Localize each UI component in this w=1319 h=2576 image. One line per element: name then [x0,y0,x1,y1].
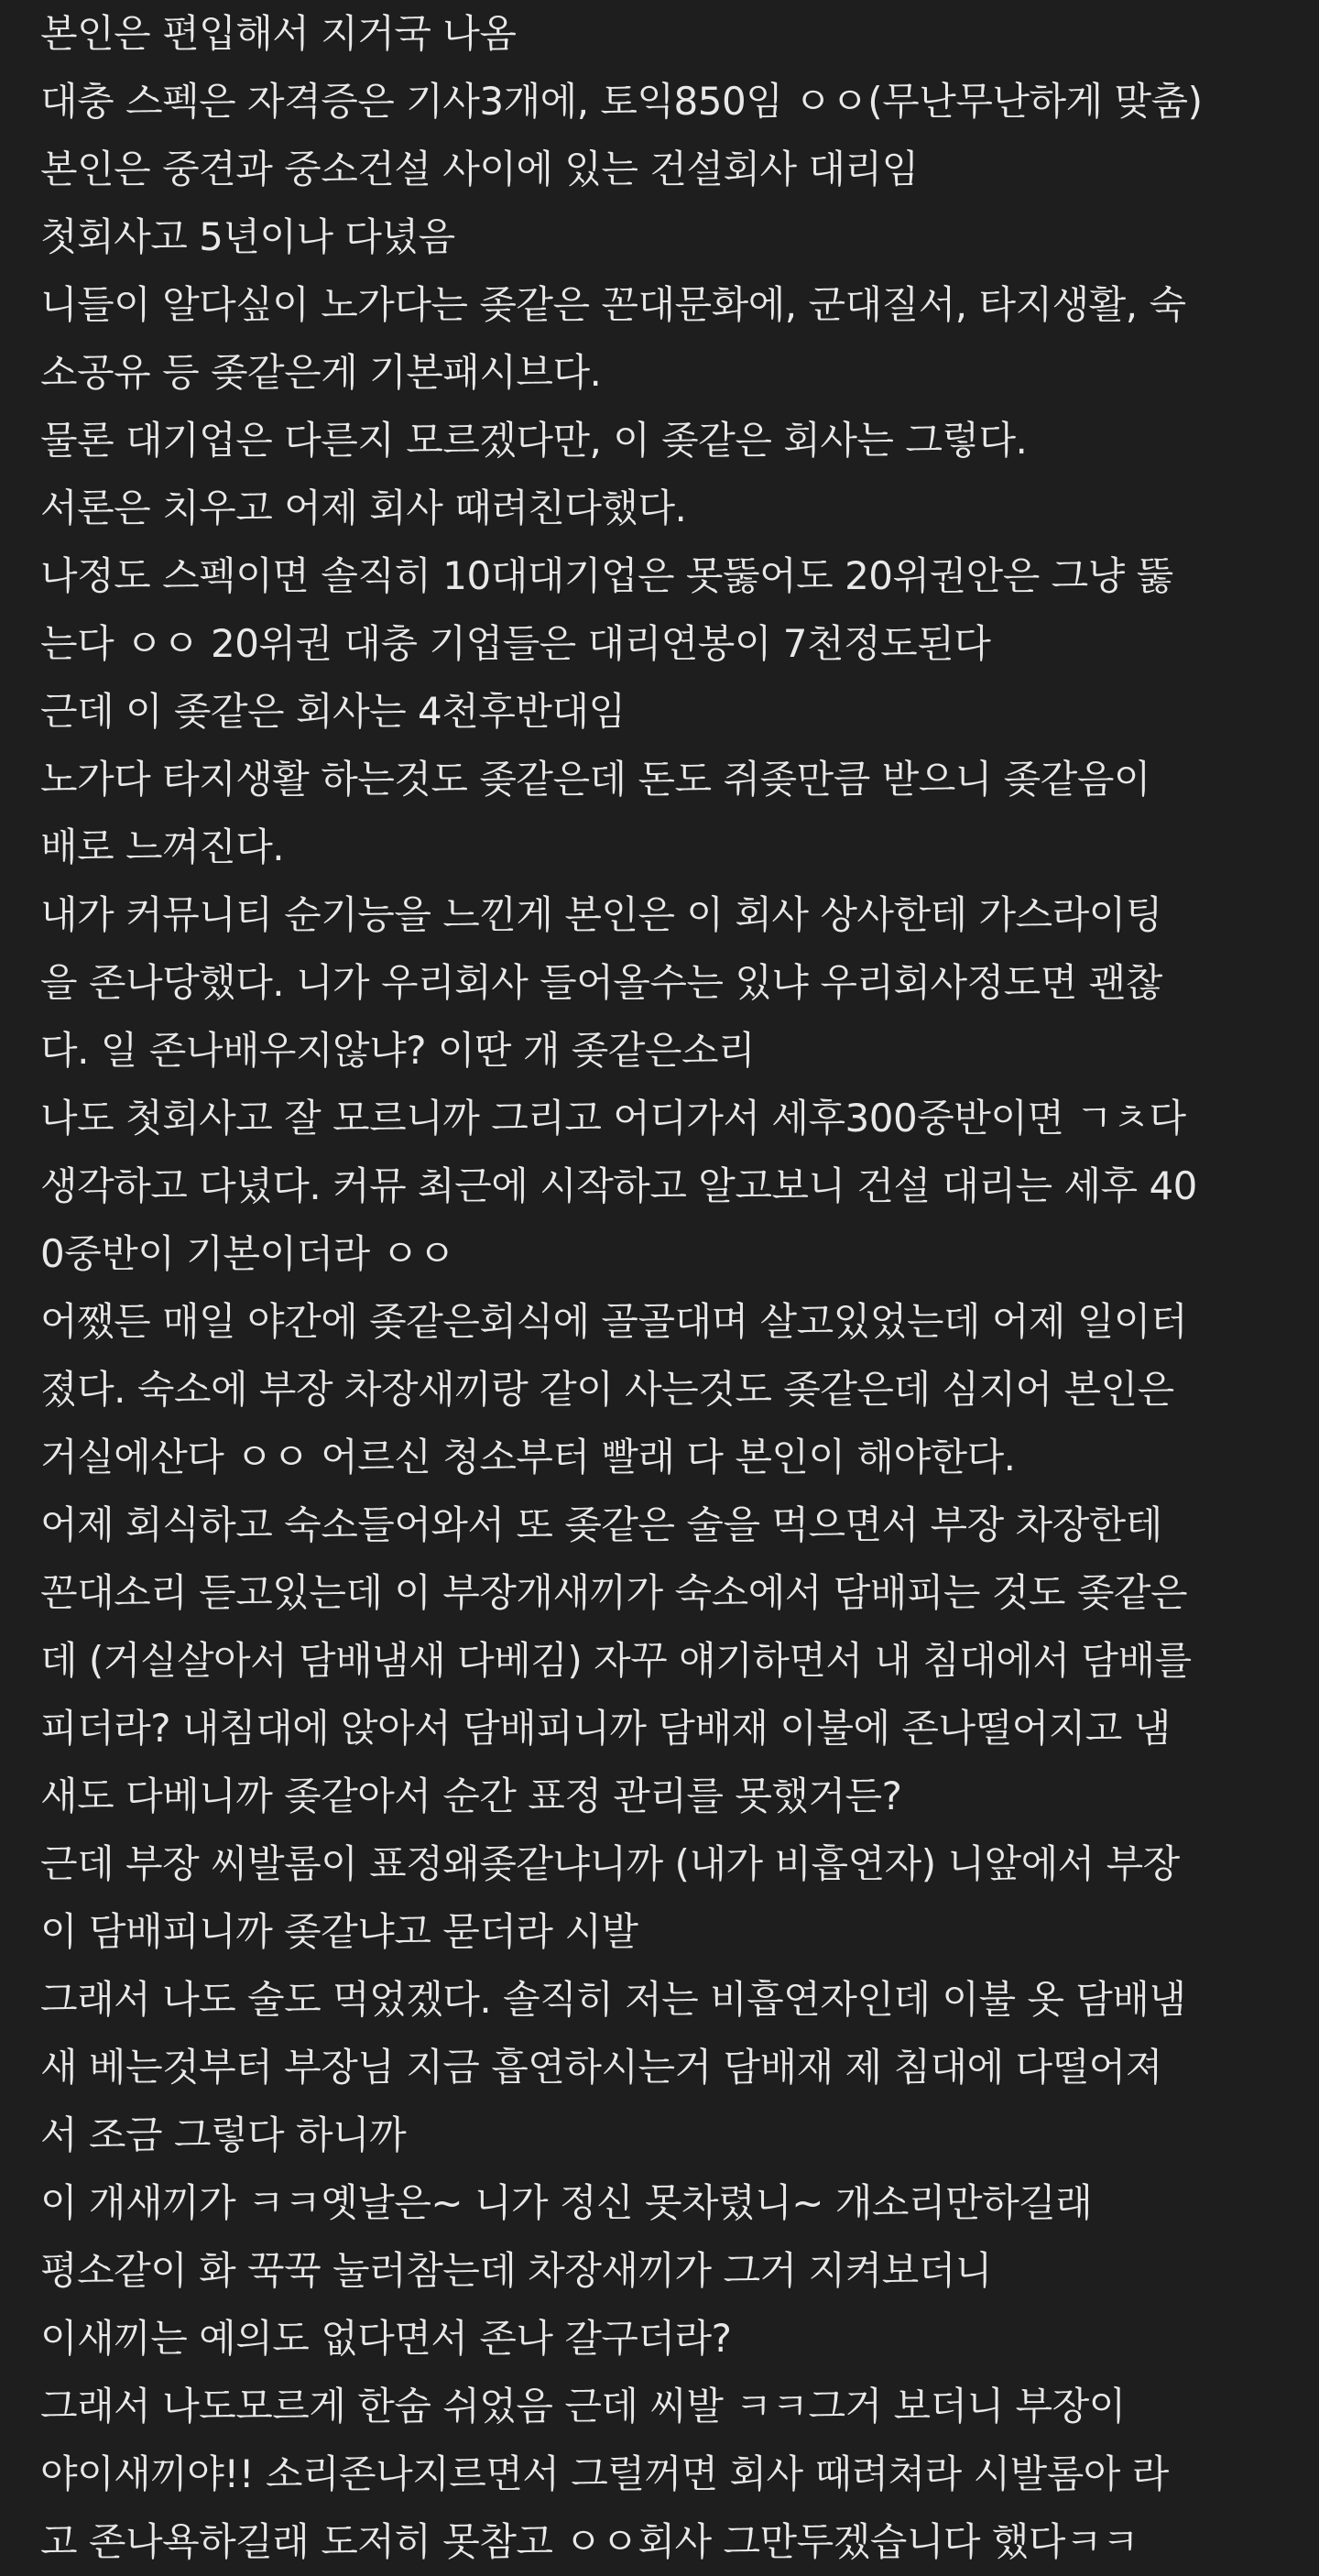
post-line: 어제 회식하고 숙소들어와서 또 좆같은 술을 먹으면서 부장 차장한테 [40,1502,1162,1547]
post-line: 꼰대소리 듣고있는데 이 부장개새끼가 숙소에서 담배피는 것도 좆같은 [40,1570,1188,1615]
post-line: 노가다 타지생활 하는것도 좆같은데 돈도 쥐좆만큼 받으니 좆같음이 [40,757,1150,802]
post-line: 졌다. 숙소에 부장 차장새끼랑 같이 사는것도 좆같은데 심지어 본인은 [40,1367,1174,1412]
post-line: 배로 느껴진다. [40,824,285,869]
post-line: 거실에산다 ㅇㅇ 어르신 청소부터 빨래 다 본인이 해야한다. [40,1435,1016,1479]
post-line: 다. 일 존나배우지않냐? 이딴 개 좆같은소리 [40,1028,756,1073]
post-line: 니들이 알다싶이 노가다는 좆같은 꼰대문화에, 군대질서, 타지생활, 숙 [40,282,1186,327]
post-line: 대충 스펙은 자격증은 기사3개에, 토익850임 ㅇㅇ(무난무난하게 맞춤) [40,79,1203,124]
post-line: 데 (거실살아서 담배냄새 다베김) 자꾸 얘기하면서 내 침대에서 담배를 [40,1638,1192,1683]
post-line: 을 존나당했다. 니가 우리회사 들어올수는 있냐 우리회사정도면 괜찮 [40,960,1162,1005]
post-line: 새도 다베니까 좆같아서 순간 표정 관리를 못했거든? [40,1774,902,1818]
post-line: 0중반이 기본이더라 ㅇㅇ [40,1231,455,1276]
post-line: 내가 커뮤니티 순기능을 느낀게 본인은 이 회사 상사한테 가스라이팅 [40,892,1162,937]
post-line: 평소같이 화 꾹꾹 눌러참는데 차장새끼가 그거 지켜보더니 [40,2248,992,2293]
post-line: 이 개새끼가 ㅋㅋ옛날은~ 니가 정신 못차렸니~ 개소리만하길래 [40,2180,1093,2225]
post-line: 그래서 나도모르게 한숨 쉬었음 근데 씨발 ㅋㅋ그거 보더니 부장이 [40,2384,1126,2429]
post-line: 나도 첫회사고 잘 모르니까 그리고 어디가서 세후300중반이면 ㄱㅊ다 [40,1096,1186,1141]
post-line: 생각하고 다녔다. 커뮤 최근에 시작하고 알고보니 건설 대리는 세후 40 [40,1163,1197,1208]
post-line: 는다 ㅇㅇ 20위권 대충 기업들은 대리연봉이 7천정도된다 [40,621,991,666]
post-line: 서 조금 그렇다 하니까 [40,2112,407,2157]
post-line: 그래서 나도 술도 먹었겠다. 솔직히 저는 비흡연자인데 이불 옷 담배냄 [40,1977,1186,2022]
post-line: 새 베는것부터 부장님 지금 흡연하시는거 담배재 제 침대에 다떨어져 [40,2045,1162,2090]
post-line: 본인은 편입해서 지거국 나옴 [40,11,517,56]
post-line: 근데 부장 씨발롬이 표정왜좆같냐니까 (내가 비흡연자) 니앞에서 부장 [40,1841,1180,1886]
post-line: 본인은 중견과 중소건설 사이에 있는 건설회사 대리임 [40,147,919,191]
post-line: 첫회사고 5년이나 다녔음 [40,214,455,259]
post-line: 고 존나욕하길래 도저히 못참고 ㅇㅇ회사 그만두겠습니다 했다ㅋㅋ [40,2519,1139,2564]
post-line: 이새끼는 예의도 없다면서 존나 갈구더라? [40,2316,732,2361]
post-line: 피더라? 내침대에 앉아서 담배피니까 담배재 이불에 존나떨어지고 냄 [40,1706,1171,1751]
post-line: 서론은 치우고 어제 회사 때려친다했다. [40,486,687,530]
post-line: 나정도 스펙이면 솔직히 10대대기업은 못뚫어도 20위권안은 그냥 뚫 [40,553,1173,598]
post-line: 근데 이 좆같은 회사는 4천후반대임 [40,689,626,734]
post-line: 물론 대기업은 다른지 모르겠다만, 이 좆같은 회사는 그렇다. [40,418,1028,463]
post-line: 어쨌든 매일 야간에 좆같은회식에 골골대며 살고있었는데 어제 일이터 [40,1299,1188,1344]
post-line: 이 담배피니까 좆같냐고 묻더라 시발 [40,1909,638,1954]
post-line: 소공유 등 좆같은게 기본패시브다. [40,350,602,395]
post-line: 야이새끼야!! 소리존나지르면서 그럴꺼면 회사 때려쳐라 시발롬아 라 [40,2451,1169,2496]
